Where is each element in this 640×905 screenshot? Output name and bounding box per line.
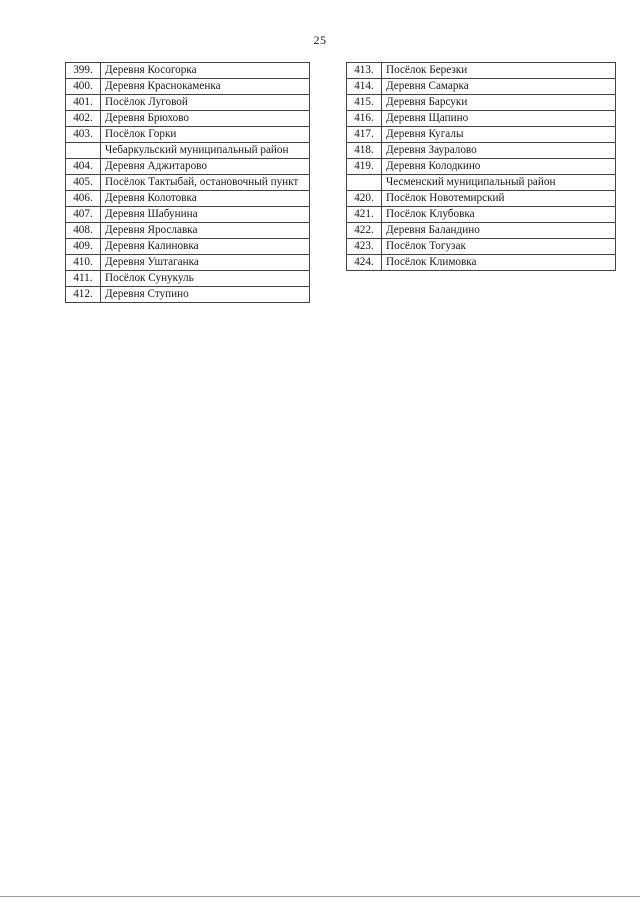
row-number: 421. [347, 207, 382, 223]
table-row [66, 95, 310, 111]
table-row [66, 223, 310, 239]
table-row [66, 127, 310, 143]
table-row [347, 95, 616, 111]
table-row [347, 127, 616, 143]
settlement-name: Посёлок Луговой [101, 95, 310, 111]
row-number: 407. [66, 207, 101, 223]
table-row [66, 159, 310, 175]
row-number [66, 143, 101, 159]
settlement-name: Посёлок Тогузак [382, 239, 616, 255]
row-number: 411. [66, 271, 101, 287]
settlement-name: Посёлок Березки [382, 63, 616, 79]
table-row [66, 111, 310, 127]
district-header-row [66, 143, 310, 159]
table-row [347, 239, 616, 255]
settlements-table-right-body [347, 63, 616, 271]
settlement-name: Деревня Самарка [382, 79, 616, 95]
table-row [347, 143, 616, 159]
settlement-name: Деревня Баландино [382, 223, 616, 239]
settlement-name: Деревня Щапино [382, 111, 616, 127]
table-row [347, 223, 616, 239]
table-row [66, 207, 310, 223]
settlement-name: Деревня Барсуки [382, 95, 616, 111]
table-row [66, 175, 310, 191]
row-number: 419. [347, 159, 382, 175]
table-row [347, 207, 616, 223]
row-number: 422. [347, 223, 382, 239]
district-header-row [347, 175, 616, 191]
table-row [66, 239, 310, 255]
settlements-table-left [65, 62, 310, 303]
row-number [347, 175, 382, 191]
settlement-name: Деревня Аджитарово [101, 159, 310, 175]
row-number: 418. [347, 143, 382, 159]
row-number: 406. [66, 191, 101, 207]
row-number: 416. [347, 111, 382, 127]
row-number: 410. [66, 255, 101, 271]
table-row [347, 111, 616, 127]
page-number: 25 [313, 33, 327, 47]
settlement-name: Деревня Краснокаменка [101, 79, 310, 95]
settlement-name: Посёлок Климовка [382, 255, 616, 271]
settlement-name: Деревня Брюхово [101, 111, 310, 127]
settlement-name: Посёлок Тактыбай, остановочный пункт [101, 175, 310, 191]
table-row [347, 63, 616, 79]
row-number: 404. [66, 159, 101, 175]
district-name: Чесменский муниципальный район [382, 175, 616, 191]
settlement-name: Деревня Шабунина [101, 207, 310, 223]
settlement-name: Посёлок Горки [101, 127, 310, 143]
table-row [347, 79, 616, 95]
settlement-name: Посёлок Клубовка [382, 207, 616, 223]
table-row [66, 191, 310, 207]
row-number: 405. [66, 175, 101, 191]
settlement-name: Деревня Косогорка [101, 63, 310, 79]
table-row [66, 287, 310, 303]
row-number: 402. [66, 111, 101, 127]
district-name: Чебаркульский муниципальный район [101, 143, 310, 159]
row-number: 415. [347, 95, 382, 111]
row-number: 420. [347, 191, 382, 207]
settlement-name: Деревня Зауралово [382, 143, 616, 159]
settlements-table-right [346, 62, 616, 271]
table-row [66, 271, 310, 287]
row-number: 423. [347, 239, 382, 255]
settlement-name: Деревня Калиновка [101, 239, 310, 255]
row-number: 409. [66, 239, 101, 255]
settlement-name: Деревня Уштаганка [101, 255, 310, 271]
row-number: 401. [66, 95, 101, 111]
settlement-name: Деревня Ступино [101, 287, 310, 303]
row-number: 403. [66, 127, 101, 143]
bottom-divider [0, 896, 640, 897]
settlement-name: Деревня Кугалы [382, 127, 616, 143]
settlement-name: Посёлок Сунукуль [101, 271, 310, 287]
table-row [66, 79, 310, 95]
settlement-name: Деревня Колотовка [101, 191, 310, 207]
table-row [66, 255, 310, 271]
row-number: 413. [347, 63, 382, 79]
row-number: 424. [347, 255, 382, 271]
row-number: 414. [347, 79, 382, 95]
settlements-table-left-body [66, 63, 310, 303]
settlement-name: Посёлок Новотемирский [382, 191, 616, 207]
table-row [347, 191, 616, 207]
row-number: 412. [66, 287, 101, 303]
table-row [66, 63, 310, 79]
row-number: 400. [66, 79, 101, 95]
settlement-name: Деревня Ярославка [101, 223, 310, 239]
row-number: 417. [347, 127, 382, 143]
row-number: 408. [66, 223, 101, 239]
table-row [347, 159, 616, 175]
table-row [347, 255, 616, 271]
row-number: 399. [66, 63, 101, 79]
settlement-name: Деревня Колодкино [382, 159, 616, 175]
